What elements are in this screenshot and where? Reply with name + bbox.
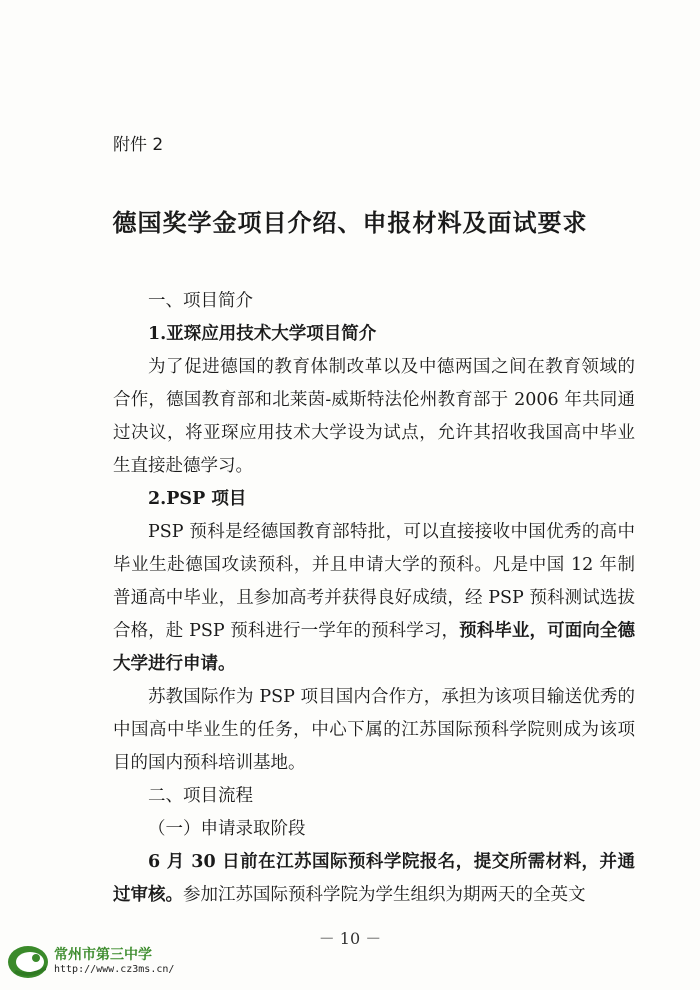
school-watermark bbox=[6, 940, 206, 985]
subsection-heading-aachen: 1.亚琛应用技术大学项目简介 bbox=[148, 324, 377, 344]
paragraph-application-bold: 6 月 30 日前在江苏国际预科学院报名，提交所需材料，并通过审核。 bbox=[113, 852, 635, 905]
attachment-label: 附件 2 bbox=[113, 135, 164, 155]
paragraph-application-text: 参加江苏国际预科学院为学生组织为期两天的全英文 bbox=[183, 885, 586, 905]
subsection-heading-application: （一）申请录取阶段 bbox=[148, 819, 306, 839]
page-number: － 10 － bbox=[318, 929, 382, 948]
subsection-heading-psp: 2.PSP 项目 bbox=[148, 489, 247, 509]
section-heading-process: 二、项目流程 bbox=[148, 786, 253, 806]
paragraph-aachen: 为了促进德国的教育体制改革以及中德两国之间在教育领域的合作，德国教育部和北莱茵-威斯特法伦州教育部于 2006 年共同通过决议，将亚琛应用技术大学设为试点，允许其招收我国高中毕业生直接赴德学习。 bbox=[113, 357, 635, 476]
paragraph-sejiao: 苏教国际作为 PSP 项目国内合作方，承担为该项目输送优秀的中国高中毕业生的任务，中心下属的江苏国际预科学院则成为该项目的国内预科培训基地。 bbox=[113, 687, 635, 773]
school-logo-icon bbox=[6, 940, 52, 984]
paragraph-psp-bold: 预科毕业，可面向全德大学进行申请。 bbox=[113, 621, 636, 674]
document-body bbox=[113, 285, 635, 912]
document-title: 德国奖学金项目介绍、申报材料及面试要求 bbox=[112, 208, 588, 237]
paragraph-application bbox=[113, 846, 635, 912]
school-name: 常州市第三中学 bbox=[54, 947, 152, 963]
section-heading-intro: 一、项目简介 bbox=[148, 291, 253, 311]
school-url: http://www.cz3ms.cn/ bbox=[54, 964, 175, 975]
paragraph-psp-text: PSP 预科是经德国教育部特批，可以直接接收中国优秀的高中毕业生赴德国攻读预科，并且申请大学的预科。凡是中国 12 年制普通高中毕业，且参加高考并获得良好成绩，经 PSP 预科测试选拔合格，赴 PSP 预科进行一学年的预科学习， bbox=[113, 522, 635, 641]
paragraph-psp bbox=[113, 516, 635, 681]
